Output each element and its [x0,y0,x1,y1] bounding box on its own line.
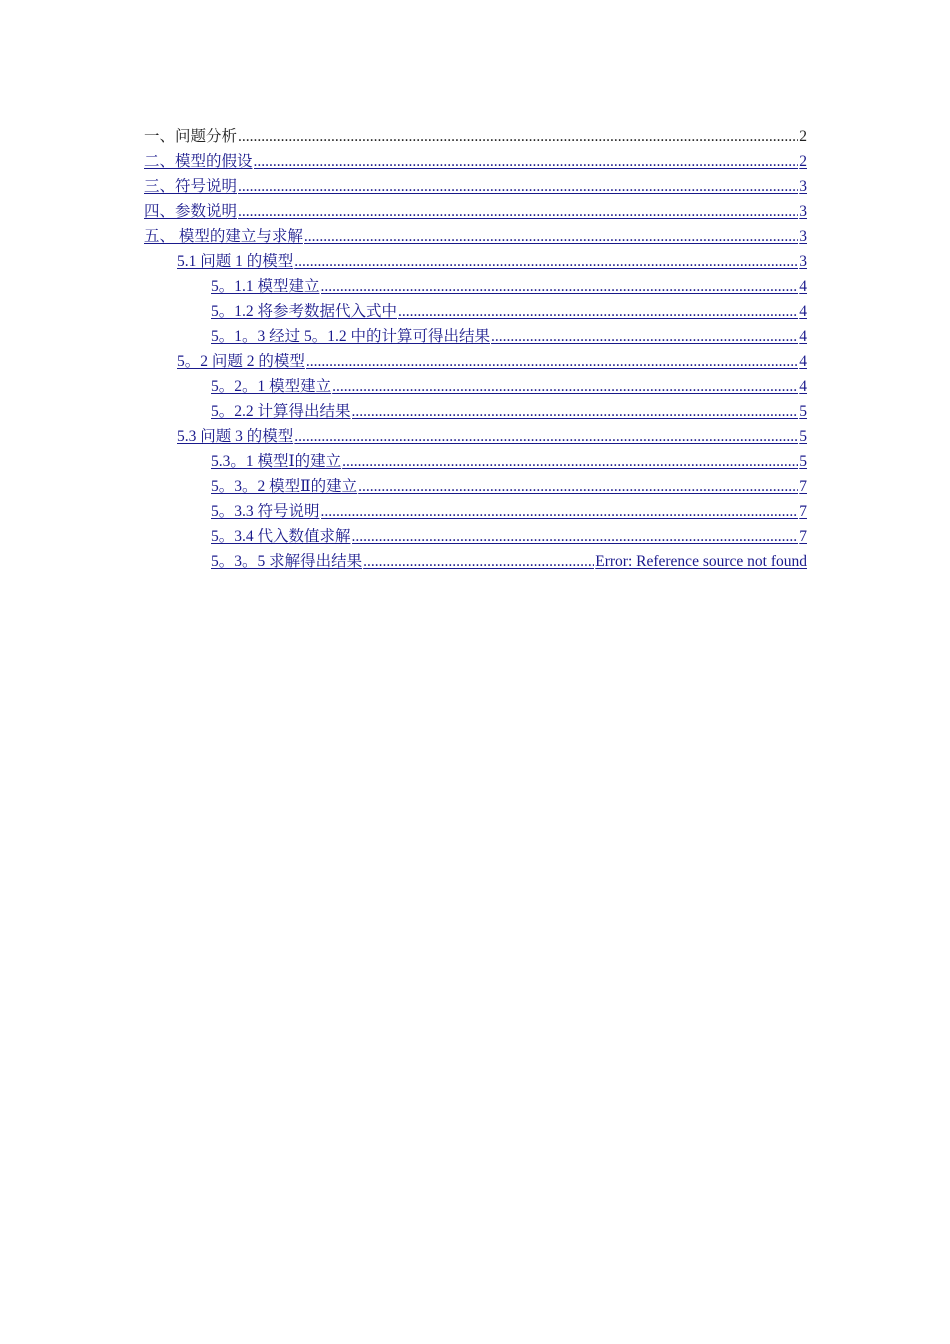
toc-entry-link[interactable] [144,274,807,299]
toc-entry-link[interactable] [144,349,807,374]
toc-entry-page-number: 5 [799,403,807,420]
toc-entry-link[interactable] [144,224,807,249]
toc-entry-page-number: 3 [799,253,807,270]
toc-entry-title: 5。2.2 计算得出结果 [211,403,351,420]
toc-dot-leader [358,474,798,499]
toc-dot-leader [238,124,798,149]
toc-dot-leader [342,449,798,474]
toc-entry-title: 5。1。3 经过 5。1.2 中的计算可得出结果 [211,328,491,345]
toc-entry-page-number: 2 [799,128,807,145]
toc-entry-title: 一、问题分析 [144,128,238,145]
toc-entry-link[interactable] [144,424,807,449]
toc-entry-link[interactable] [144,174,807,199]
toc-entry-page-number: 4 [799,303,807,320]
toc-entry-page-number: 7 [799,528,807,545]
toc-entry-page-number: 7 [799,503,807,520]
toc-entry-title: 5。3。5 求解得出结果 [211,553,363,570]
toc-entry-title: 五、 模型的建立与求解 [144,228,303,245]
toc-entry-title: 5.3 问题 3 的模型 [177,428,294,445]
toc-entry-page-number: Error: Reference source not found [595,553,807,570]
toc-entry-title: 5。1.1 模型建立 [211,278,320,295]
toc-entry-link[interactable] [144,199,807,224]
toc-entry-link[interactable] [144,399,807,424]
toc-entry-page-number: 5 [799,428,807,445]
toc-entry-page-number: 5 [799,453,807,470]
toc-dot-leader [352,399,799,424]
toc-entry-link[interactable] [144,449,807,474]
toc-entry-link[interactable] [144,149,807,174]
toc-entry-link[interactable] [144,299,807,324]
toc-dot-leader [491,324,798,349]
toc-entry-title: 5。3.4 代入数值求解 [211,528,351,545]
toc-entry-title: 5。1.2 将参考数据代入式中 [211,303,398,320]
toc-entry-title: 5.1 问题 1 的模型 [177,253,294,270]
toc-entry-page-number: 4 [799,378,807,395]
toc-entry-link[interactable] [144,374,807,399]
toc-entry-title: 5。2。1 模型建立 [211,378,332,395]
toc-dot-leader [398,299,798,324]
toc-entry-link[interactable] [144,499,807,524]
toc-entry-title: 5。2 问题 2 的模型 [177,353,305,370]
toc-entry-page-number: 4 [799,353,807,370]
toc-entry-title: 三、符号说明 [144,178,238,195]
toc-entry-page-number: 2 [799,153,807,170]
toc-dot-leader [238,174,798,199]
toc-dot-leader [321,274,799,299]
toc-entry-title: 四、参数说明 [144,203,238,220]
toc-entry-page-number: 3 [799,178,807,195]
toc-dot-leader [294,424,798,449]
toc-dot-leader [352,524,799,549]
toc-dot-leader [332,374,798,399]
toc-dot-leader [321,499,799,524]
toc-dot-leader [304,224,798,249]
toc-entry-title: 5。3.3 符号说明 [211,503,320,520]
toc-dot-leader [238,199,798,224]
toc-dot-leader [363,549,594,574]
toc-entry-link[interactable] [144,524,807,549]
toc-entry-link[interactable] [144,324,807,349]
toc-entry-link[interactable] [144,474,807,499]
toc-entry-link[interactable] [144,549,807,574]
toc-dot-leader [306,349,798,374]
toc-entry-page-number: 7 [799,478,807,495]
toc-entry-page-number: 4 [799,278,807,295]
toc-entry-page-number: 3 [799,203,807,220]
toc-entry-link[interactable] [144,249,807,274]
toc-entry-title: 二、模型的假设 [144,153,253,170]
toc-entry-title: 5.3。1 模型Ⅰ的建立 [211,453,342,470]
table-of-contents [144,124,807,574]
toc-entry-title: 5。3。2 模型Ⅱ的建立 [211,478,358,495]
toc-dot-leader [254,149,799,174]
toc-dot-leader [294,249,798,274]
toc-entry-page-number: 4 [799,328,807,345]
toc-entry [144,124,807,149]
toc-entry-page-number: 3 [799,228,807,245]
